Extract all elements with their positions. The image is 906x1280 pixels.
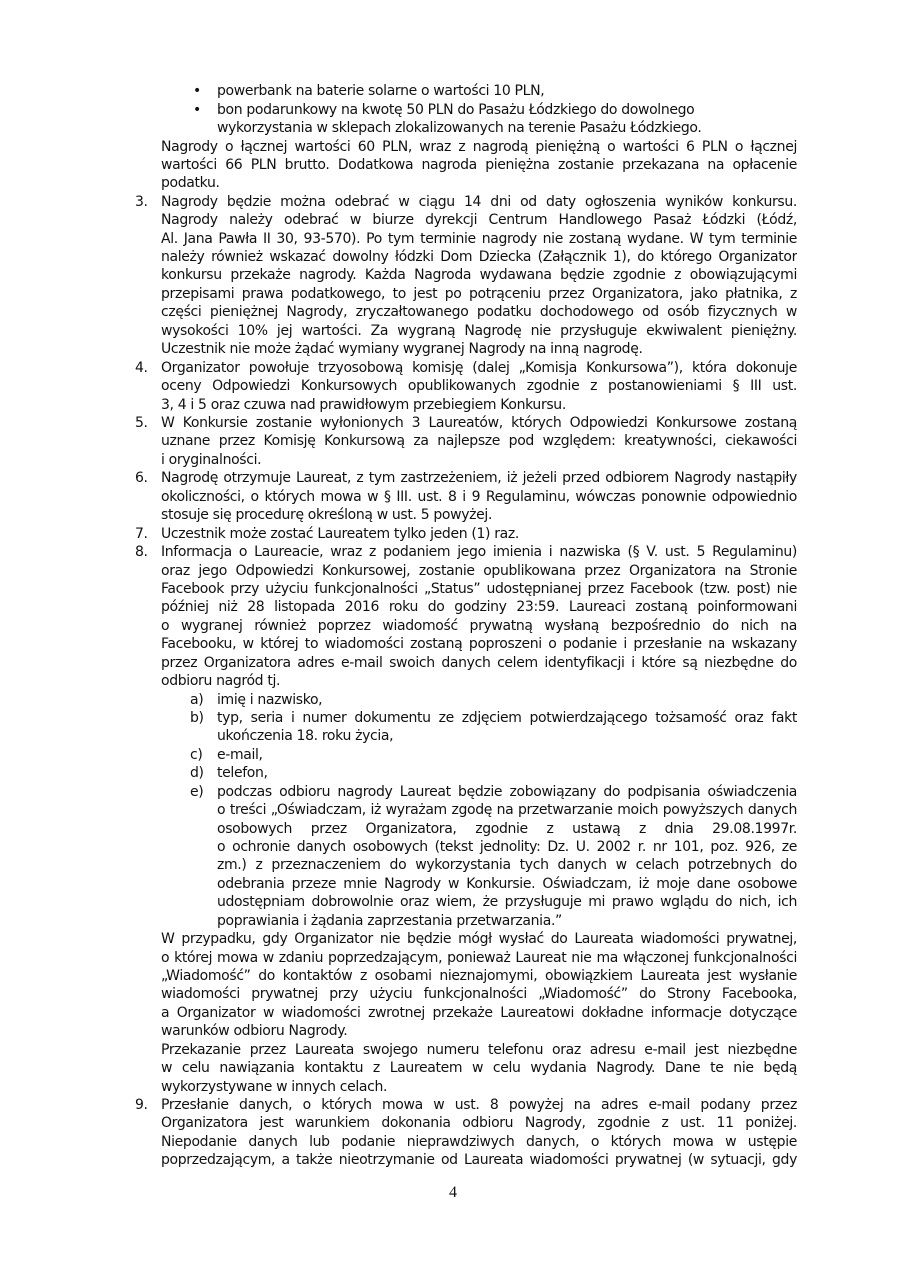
text-line: Organizatora jest warunkiem dokonania odbioru Nagrody, zgodnie z ust. 11 poniżej. [161,1115,797,1131]
list-number: 4. [135,360,148,376]
text-line: telefon, [217,765,268,781]
list-number: 3. [135,194,148,210]
text-line: Informacja o Laureacie, wraz z podaniem jego imienia i nazwiska (§ V. ust. 5 Regulaminu) [161,544,797,560]
text-line: w celu nawiązania kontaktu z Laureatem w celu wydania Nagrody. Dane te nie będą [161,1060,797,1076]
sublist-letter: e) [190,784,204,800]
text-line: Uczestnik nie może żądać wymiany wygranej Nagrody na inną nagrodę. [161,341,643,357]
sublist-letter: a) [190,692,204,708]
text-line: odbioru nagród tj. [161,673,281,689]
text-line: części pieniężnej Nagrody, zryczałtowanego podatku dochodowego od osób fizycznych w [161,304,797,320]
text-line: o treści „Oświadczam, iż wyrażam zgodę na przetwarzanie moich powyższych danych [217,802,797,818]
text-line: o ochronie danych osobowych (tekst jednolity: Dz. U. 2002 r. nr 101, poz. 926, ze [217,839,797,855]
text-line: o której mowa w zdaniu poprzedzającym, ponieważ Laureat nie ma włączonej funkcjonalności [161,950,797,966]
text-line: okoliczności, o których mowa w § III. ust. 8 i 9 Regulaminu, wówczas ponownie odpowiednio [161,489,797,505]
text-line: później niż 28 listopada 2016 roku do godziny 23:59. Laureaci zostaną poinformowani [161,599,797,615]
text-line: udostępniam dobrowolnie oraz wiem, że przysługuje mi prawo wglądu do nich, ich [217,894,797,910]
text-line: e-mail, [217,747,263,763]
text-line: Nagrody należy odebrać w biurze dyrekcji Centrum Handlowego Pasaż Łódzki (Łódź, [161,212,797,228]
list-number: 6. [135,470,148,486]
text-line: uznane przez Komisję Konkursową za najlepsze pod względem: kreatywności, ciekawości [161,433,797,449]
text-line: poprzedzającym, a także nieotrzymanie od Laureata wiadomości prywatnej (w sytuacji, gdy [161,1152,797,1168]
text-line: wykorzystywane w innych celach. [161,1079,388,1095]
text-line: oceny Odpowiedzi Konkursowych opublikowanych zgodnie z postanowieniami § III ust. [161,378,797,394]
text-line: imię i nazwisko, [217,692,323,708]
text-line: a Organizator w wiadomości zwrotnej przekaże Laureatowi dokładne informacje dotyczące [161,1005,797,1021]
text-line: zm.) z przeznaczeniem do wykorzystania tych danych w celach potrzebnych do [217,857,797,873]
sublist-letter: c) [190,747,203,763]
text-line: typ, seria i numer dokumentu ze zdjęciem potwierdzającego tożsamość oraz fakt [217,710,797,726]
list-number: 9. [135,1097,148,1113]
text-line: „Wiadomość” do kontaktów z osobami nieznajomymi, obowiązkiem Laureata jest wysłanie [161,968,797,984]
text-line: bon podarunkowy na kwotę 50 PLN do Pasażu Łódzkiego do dowolnego [217,102,695,118]
text-line: Uczestnik może zostać Laureatem tylko jeden (1) raz. [161,526,519,542]
text-line: Facebook przy użyciu funkcjonalności „Status” udostępnianej przez Facebook (tzw. post) nie [161,581,797,597]
text-line: wartości 66 PLN brutto. Dodatkowa nagroda pieniężna zostanie przekazana na opłacenie [161,157,797,173]
list-number: 8. [135,544,148,560]
list-number: 7. [135,526,148,542]
text-line: wykorzystania w sklepach zlokalizowanych na terenie Pasażu Łódzkiego. [217,120,702,136]
text-line: oraz jego Odpowiedzi Konkursowej, zostanie opublikowana przez Organizatora na Stronie [161,563,797,579]
text-line: Al. Jana Pawła II 30, 93-570). Po tym terminie nagrody nie zostaną wydane. W tym terminie [161,231,797,247]
text-line: poprawiania i żądania zaprzestania przetwarzania.” [217,913,562,929]
text-line: konkursu przekaże nagrody. Każda Nagroda wydawana będzie zgodnie z obowiązującymi [161,267,797,283]
text-line: i oryginalności. [161,452,262,468]
text-line: Nagrody o łącznej wartości 60 PLN, wraz z nagrodą pieniężną o wartości 6 PLN o łącznej [161,139,797,155]
bullet-marker: • [193,102,201,118]
text-line: powerbank na baterie solarne o wartości 10 PLN, [217,83,545,99]
text-line: podatku. [161,175,220,191]
text-line: warunków odbioru Nagrody. [161,1023,348,1039]
text-line: stosuje się procedurę określoną w ust. 5 powyżej. [161,507,493,523]
text-line: Organizator powołuje trzyosobową komisję (dalej „Komisja Konkursowa”), która dokonuje [161,360,797,376]
sublist-letter: b) [190,710,204,726]
text-line: wysokości 10% jej wartości. Za wygraną Nagrodę nie przysługuje ekwiwalent pieniężny. [161,323,797,339]
text-line: należy również wskazać dowolny łódzki Dom Dziecka (Załącznik 1), do którego Organizator [161,249,797,265]
text-line: przez Organizatora adres e-mail swoich danych celem identyfikacji i które są niezbędne do [161,655,797,671]
text-line: Nagrody będzie można odebrać w ciągu 14 dni od daty ogłoszenia wyników konkursu. [161,194,797,210]
text-line: 3, 4 i 5 oraz czuwa nad prawidłowym przebiegiem Konkursu. [161,397,566,413]
text-line: Facebooku, w której to wiadomości zostaną poproszeni o podanie i przesłanie na wskazany [161,636,797,652]
text-line: W Konkursie zostanie wyłonionych 3 Laureatów, których Odpowiedzi Konkursowe zostaną [161,415,797,431]
text-line: osobowych przez Organizatora, zgodnie z ustawą z dnia 29.08.1997r. [217,821,797,837]
bullet-marker: • [193,83,201,99]
text-line: Przesłanie danych, o których mowa w ust. 8 powyżej na adres e-mail podany przez [161,1097,797,1113]
sublist-letter: d) [190,765,204,781]
text-line: Nagrodę otrzymuje Laureat, z tym zastrzeżeniem, iż jeżeli przed odbiorem Nagrody nastąpiły [161,470,797,486]
text-line: przepisami prawa podatkowego, to jest po potrąceniu przez Organizatora, jako płatnika, z [161,286,797,302]
page-number: 4 [449,1184,457,1201]
text-line: odebrania przeze mnie Nagrody w Konkursie. Oświadczam, iż moje dane osobowe [217,876,797,892]
list-number: 5. [135,415,148,431]
text-line: podczas odbioru nagrody Laureat będzie zobowiązany do podpisania oświadczenia [217,784,797,800]
text-line: Niepodanie danych lub podanie nieprawdziwych danych, o których mowa w ustępie [161,1134,797,1150]
text-line: W przypadku, gdy Organizator nie będzie mógł wysłać do Laureata wiadomości prywatnej, [161,931,797,947]
text-line: ukończenia 18. roku życia, [217,728,394,744]
text-line: Przekazanie przez Laureata swojego numeru telefonu oraz adresu e-mail jest niezbędne [161,1042,797,1058]
text-line: o wygranej również poprzez wiadomość prywatną wysłaną bezpośrednio do nich na [161,618,797,634]
text-line: wiadomości prywatnej przy użyciu funkcjonalności „Wiadomość” do Strony Facebooka, [161,986,797,1002]
